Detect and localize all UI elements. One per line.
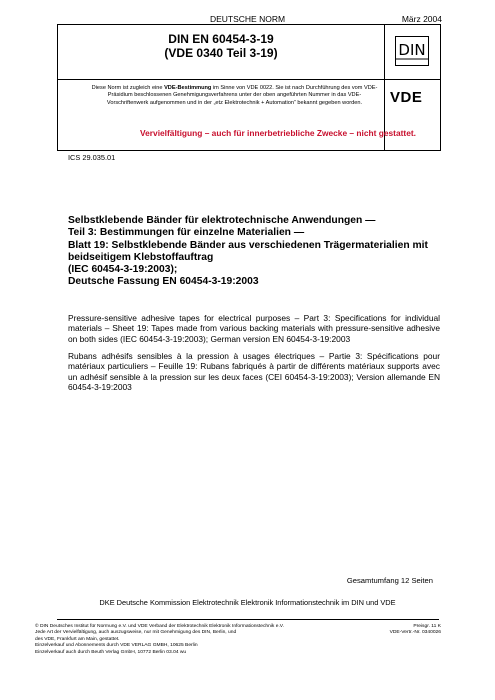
german-title-line: Selbstklebende Bänder für elektrotechnische Anwendungen — <box>68 215 376 226</box>
footer-copyright-line: des VDE, Frankfurt am Main, gestattet. <box>35 636 120 642</box>
footer-divider <box>57 619 439 620</box>
vde-logo: VDE <box>390 89 423 106</box>
english-title: Pressure-sensitive adhesive tapes for electrical purposes – Part 3: Specifications for individual materials – Sheet 19: Tapes made from various backing materials with pressure-sensitive adhesive on both sides (IEC 60454-3-19:2003); German version EN 60454-3-19:2003 <box>68 313 440 344</box>
footer-copyright-line: Einzelverkauf und Abonnements durch VDE VERLAG GMBH, 10625 Berlin <box>35 643 198 649</box>
committee-line: DKE Deutsche Kommission Elektrotechnik Elektronik Informationstechnik im DIN und VDE <box>99 598 396 607</box>
vde-note-end: im Sinne von VDE 0022. Sie ist nach Durchführung des vom VDE-Präsidium beschlossenen Genehmigungsverfahrens unter der oben angeführten Nummer in das VDE-Vorschriftenwerk aufgenommen und in der „etz Elektrotechnik + Automation“ bekannt gegeben worden. <box>106 85 378 106</box>
issue-date: März 2004 <box>401 14 442 24</box>
svg-text:DIN: DIN <box>398 41 426 59</box>
vde-note <box>91 85 378 107</box>
vde-note-bold: VDE-Bestimmung <box>164 85 212 91</box>
german-title-line: Teil 3: Bestimmungen für einzelne Materialien — <box>68 227 305 239</box>
title-frame <box>57 24 441 151</box>
footer-copyright-line: © DIN Deutsches Institut für Normung e.V. und VDE Verband der Elektrotechnik Elektronik Informationstechnik e.V. <box>35 624 284 629</box>
vde-note-start: Diese Norm ist zugleich eine <box>91 85 165 91</box>
german-title-line: (IEC 60454-3-19:2003); <box>68 264 178 276</box>
german-title-line: Deutsche Fassung EN 60454-3-19:2003 <box>68 276 259 288</box>
footer-price-info <box>390 624 441 637</box>
din-logo-icon <box>395 36 429 66</box>
german-title-line: beidseitigem Klebstoffauftrag <box>68 251 214 263</box>
vde-order-number: VDE-Vertr.-Nr. 0340026 <box>389 630 441 636</box>
price-group: Preisgr. 11 K <box>413 624 441 629</box>
standard-heading <box>58 32 384 60</box>
copy-notice: Vervielfältigung – auch für innerbetriebliche Zwecke – nicht gestattet. <box>140 128 416 138</box>
german-title <box>68 215 440 289</box>
footer-copyright-line: Jede Art der Vervielfältigung, auch auszugsweise, nur mit Genehmigung des DIN, Berlin, und <box>35 630 237 636</box>
standard-number: DIN EN 60454-3-19 <box>168 32 274 46</box>
german-title-line: Blatt 19: Selbstklebende Bänder aus verschiedenen Trägermaterialien mit <box>68 239 428 251</box>
footer-copyright <box>35 624 375 656</box>
ics-code: ICS 29.035.01 <box>68 153 116 162</box>
french-title: Rubans adhésifs sensibles à la pression à usages électriques – Partie 3: Spécifications pour matériaux particuliers – Feuille 19: Rubans fabriqués à partir de différents matériaux supports avec un adhésif sensible à la pression sur les deux faces (CEI 60454-3-19:2003); Version allemande EN 60454-3-19:2003 <box>68 351 440 392</box>
frame-divider-horizontal <box>58 79 440 80</box>
total-pages: Gesamtumfang 12 Seiten <box>346 576 433 585</box>
footer-copyright-line: Einzelverkauf auch durch Beuth Verlag GmbH, 10772 Berlin 03.04 wu <box>35 649 187 655</box>
vde-reference: (VDE 0340 Teil 3-19) <box>164 46 278 60</box>
norm-label: DEUTSCHE NORM <box>209 14 286 24</box>
